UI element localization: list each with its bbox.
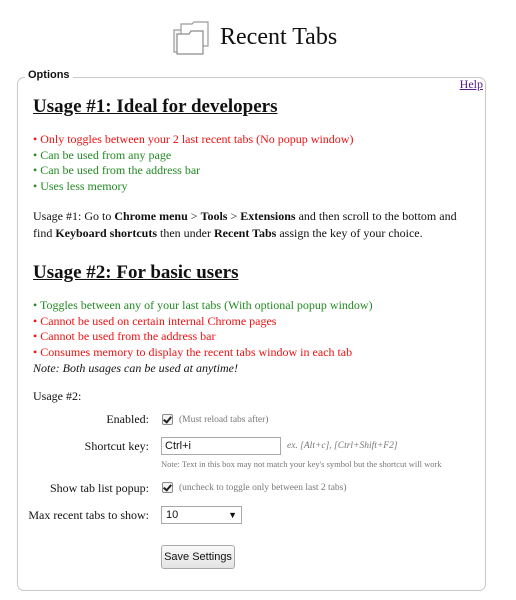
help-link[interactable]: Help	[459, 77, 483, 91]
usage1-instructions: Usage #1: Go to Chrome menu > Tools > Extensions and then scroll to the bottom and find Keyboard shortcuts then under Recent Tabs assign the key of your choice.	[33, 209, 457, 240]
usage1-bullet: • Can be used from the address bar	[33, 163, 201, 177]
shortcut-input[interactable]: Ctrl+i	[161, 437, 281, 455]
max-tabs-select[interactable]	[161, 506, 242, 524]
page-header	[0, 0, 516, 70]
usage2-label: Usage #2:	[33, 389, 82, 403]
usage2-bullet: • Cannot be used on certain internal Chrome pages	[33, 313, 277, 328]
usage2-bullet: • Toggles between any of your last tabs (With optional popup window)	[33, 298, 373, 312]
usage2-bullet: • Consumes memory to display the recent tabs window in each tab	[33, 344, 353, 359]
max-tabs-label: Max recent tabs to show:	[28, 508, 149, 522]
shortcut-label: Shortcut key:	[84, 439, 149, 453]
enabled-label: Enabled:	[106, 412, 149, 426]
enabled-hint: (Must reload tabs after)	[179, 415, 269, 425]
save-settings-button[interactable]: Save Settings	[161, 545, 235, 569]
usage2-title: Usage #2: For basic users	[33, 262, 239, 283]
usage1-title: Usage #1: Ideal for developers	[33, 96, 278, 117]
usage-note: Note: Both usages can be used at anytime!	[33, 361, 238, 375]
caret-down-icon: ▼	[228, 510, 237, 520]
shortcut-note: Note: Text in this box may not match your key's symbol but the shortcut will work	[161, 459, 442, 469]
popup-hint: (uncheck to toggle only between last 2 tabs)	[179, 483, 347, 493]
usage1-bullet: • Uses less memory	[33, 178, 128, 193]
popup-checkbox[interactable]	[162, 482, 173, 493]
usage2-bullets	[33, 298, 373, 360]
max-tabs-value: 10	[166, 509, 179, 521]
page-title: Recent Tabs	[220, 24, 338, 50]
usage1-bullets	[33, 132, 353, 194]
enabled-checkbox[interactable]	[162, 414, 173, 425]
options-legend: Options	[25, 68, 73, 82]
folder-stack-icon	[172, 21, 210, 55]
usage2-bullet: • Cannot be used from the address bar	[33, 329, 216, 343]
usage1-bullet: • Can be used from any page	[33, 147, 172, 162]
shortcut-example: ex. [Alt+c], [Ctrl+Shift+F2]	[287, 441, 398, 451]
usage1-bullet: • Only toggles between your 2 last recent tabs (No popup window)	[33, 132, 354, 146]
popup-label: Show tab list popup:	[49, 481, 149, 495]
